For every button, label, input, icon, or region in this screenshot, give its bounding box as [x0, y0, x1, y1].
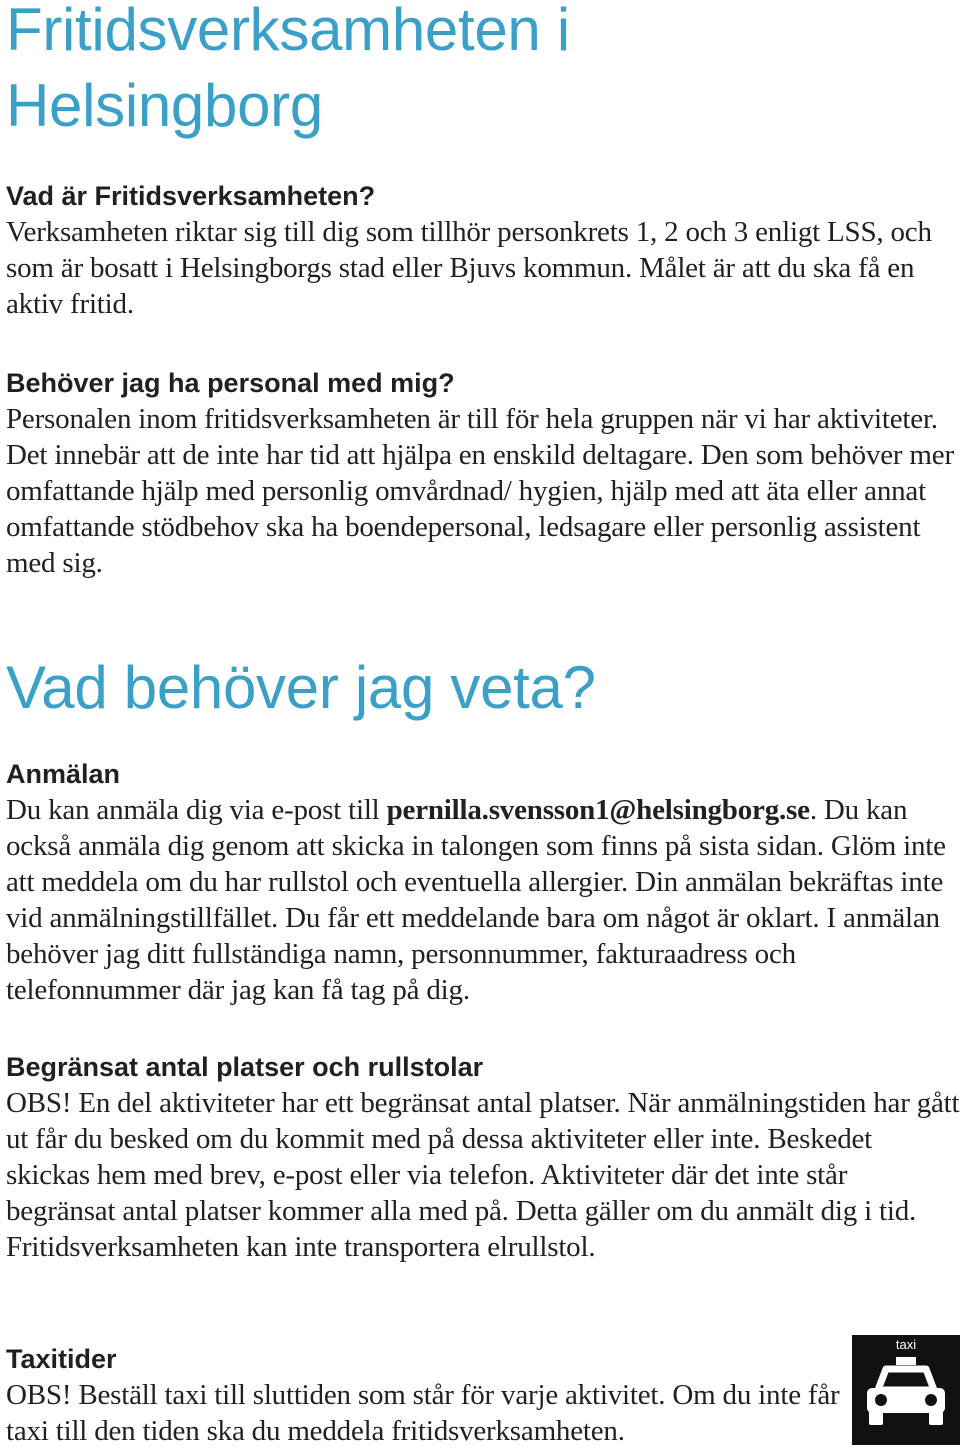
page-title-line2: Helsingborg — [6, 72, 323, 139]
registration-text-post: . Du kan också anmäla dig genom att skicka in talongen som finns på sista sidan. Glöm inte att meddela om du har rullstol och eventuella allergier. Din anmälan bekräftas inte vid anmälningstillfället. Du får ett meddelande bara om något är oklart. I anmälan behöver jag ditt fullständiga namn, personnummer, fakturaadress och telefonnummer där jag kan få tag på dig. — [6, 794, 946, 1006]
page-title — [6, 0, 570, 144]
section-heading-staff: Behöver jag ha personal med mig? — [6, 368, 455, 398]
section-registration — [6, 756, 960, 1008]
email-link[interactable]: pernilla.svensson1@helsingborg.se — [386, 794, 810, 826]
section-what-is — [6, 178, 960, 322]
section-title-need-to-know: Vad behöver jag veta? — [6, 654, 596, 721]
section-staff — [6, 365, 960, 581]
section-body-taxi-times: OBS! Beställ taxi till sluttiden som står för varje aktivitet. Om du inte får taxi till den tiden ska du meddela fritidsverksamheten. — [6, 1379, 840, 1447]
section-heading-what-is: Vad är Fritidsverksamheten? — [6, 181, 376, 211]
section-body-registration — [6, 792, 960, 1008]
section-body-staff: Personalen inom fritidsverksamheten är till för hela gruppen när vi har aktiviteter. Det innebär att de inte har tid att hjälpa en enskild deltagare. Den som behöver mer omfattande hjälp med personlig omvårdnad/ hygien, hjälp med att äta eller annat omfattande stödbehov ska ha boendepersonal, ledsagare eller personlig assistent med sig. — [6, 403, 954, 579]
section-taxi-times — [6, 1341, 846, 1449]
section-body-what-is: Verksamheten riktar sig till dig som tillhör personkrets 1, 2 och 3 enligt LSS, och som är bosatt i Helsingborgs stad eller Bjuvs kommun. Målet är att du ska få en aktiv fritid. — [6, 216, 932, 320]
taxi-icon — [852, 1335, 960, 1445]
section-heading-registration: Anmälan — [6, 759, 121, 789]
section-heading-taxi-times: Taxitider — [6, 1344, 117, 1374]
taxi-sign-label: taxi — [895, 1337, 917, 1352]
section-body-limited-places: OBS! En del aktiviteter har ett begränsat antal platser. När anmälningstiden har gått ut får du besked om du kommit med på dessa aktiviteter eller inte. Beskedet skickas hem med brev, e-post eller via telefon. Aktiviteter där det inte står begränsat antal platser kommer alla med på. Detta gäller om du anmält dig i tid. Fritidsverksamheten kan inte transportera elrullstol. — [6, 1087, 960, 1263]
page-title-line1: Fritidsverksamheten i — [6, 0, 570, 63]
section-heading-limited-places: Begränsat antal platser och rullstolar — [6, 1052, 484, 1082]
taxi-sign — [852, 1335, 960, 1445]
section-limited-places — [6, 1049, 960, 1265]
registration-text-pre: Du kan anmäla dig via e-post till — [6, 794, 387, 826]
